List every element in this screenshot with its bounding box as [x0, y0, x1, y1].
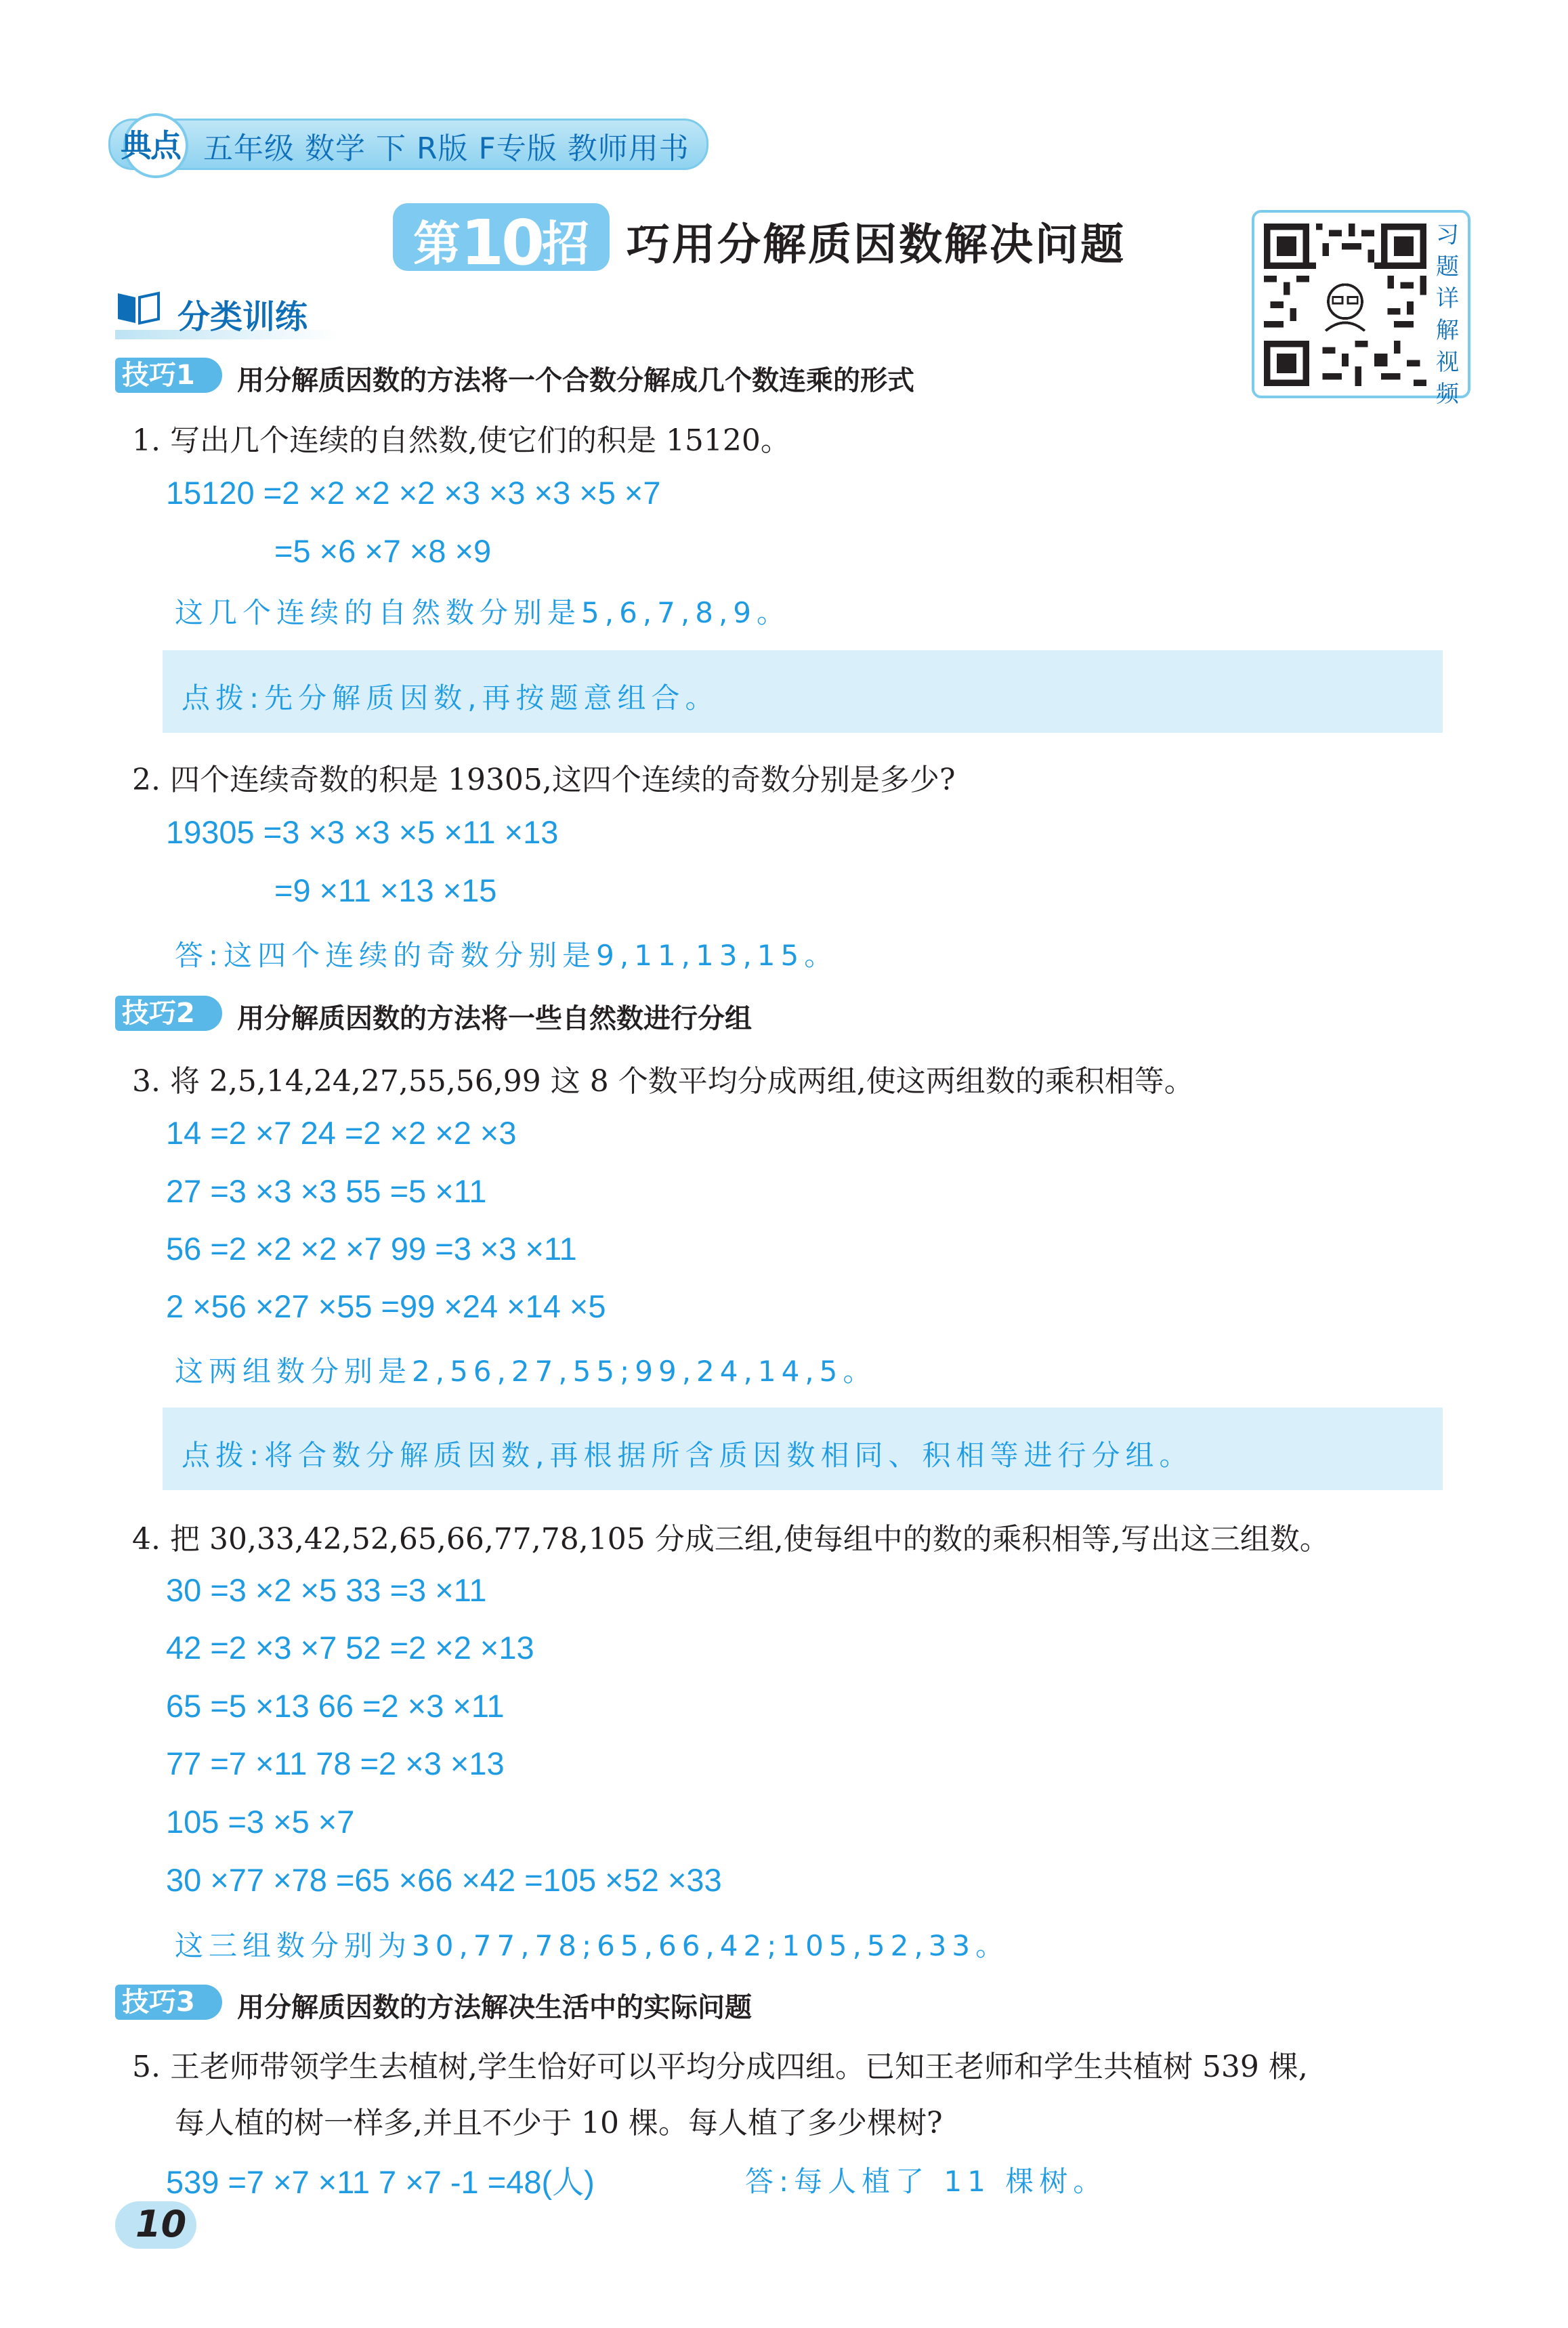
qr-label-char: 视 — [1436, 349, 1459, 376]
book-icon — [115, 288, 163, 326]
problem-5-answer-calc: 539 =7 ×7 ×11 7 ×7 -1 =48(人) — [166, 2164, 595, 2200]
qr-label-char: 详 — [1436, 285, 1459, 312]
problem-3-question: 3. 将 2,5,14,24,27,55,56,99 这 8 个数平均分成两组,使这两组数的乘积相等。 — [132, 1064, 1194, 1099]
brand-logo — [108, 112, 203, 179]
problem-2-question: 2. 四个连续奇数的积是 19305,这四个连续的奇数分别是多少? — [132, 763, 956, 797]
problem-5-question-line-2: 每人植的树一样多,并且不少于 10 棵。每人植了多少棵树? — [175, 2106, 943, 2140]
skill-tag-2: 技巧2 — [115, 996, 222, 1031]
problem-3-tip: 点拨:将合数分解质因数,再根据所含质因数相同、积相等进行分组。 — [182, 1439, 1193, 1472]
page-number-badge — [115, 2201, 196, 2249]
problem-3-line-1: 14 =2 ×7 24 =2 ×2 ×2 ×3 — [166, 1115, 517, 1151]
section-title: 分类训练 — [177, 298, 308, 336]
problem-1-line-1: 15120 =2 ×2 ×2 ×2 ×3 ×3 ×3 ×5 ×7 — [166, 475, 661, 511]
title-badge — [393, 203, 610, 279]
qr-label-char: 习 — [1436, 221, 1459, 249]
problem-1-tip: 点拨:先分解质因数,再按题意组合。 — [182, 681, 719, 715]
svg-text:点: 点 — [150, 127, 182, 164]
title-badge-prefix: 第 — [413, 216, 461, 272]
skill-tag-1: 技巧1 — [115, 358, 222, 393]
problem-2-line-2: =9 ×11 ×13 ×15 — [274, 872, 497, 908]
problem-2-line-1: 19305 =3 ×3 ×3 ×5 ×11 ×13 — [166, 814, 559, 850]
problem-1-tip-box — [163, 650, 1443, 733]
problem-4-line-5: 105 =3 ×5 ×7 — [166, 1804, 355, 1840]
qr-label-char: 解 — [1436, 317, 1459, 344]
page-title: 巧用分解质因数解决问题 — [627, 220, 1126, 270]
skill-text-2: 用分解质因数的方法将一些自然数进行分组 — [237, 1003, 752, 1034]
problem-3-tip-box — [163, 1408, 1443, 1490]
qr-label-char: 题 — [1436, 253, 1459, 280]
problem-3-line-4: 2 ×56 ×27 ×55 =99 ×24 ×14 ×5 — [166, 1288, 606, 1324]
qr-code-icon[interactable] — [1264, 224, 1426, 386]
problem-5-question-line-1: 5. 王老师带领学生去植树,学生恰好可以平均分成四组。已知王老师和学生共植树 539 棵, — [132, 2050, 1308, 2084]
problem-3-line-3: 56 =2 ×2 ×2 ×7 99 =3 ×3 ×11 — [166, 1231, 577, 1267]
header-series: 五年级 数学 下 R版 F专版 教师用书 — [203, 131, 690, 166]
skill-tag-3: 技巧3 — [115, 1985, 222, 2020]
skill-text-3: 用分解质因数的方法解决生活中的实际问题 — [237, 1992, 752, 2023]
title-badge-number: 10 — [461, 207, 543, 279]
problem-4-line-4: 77 =7 ×11 78 =2 ×3 ×13 — [166, 1745, 505, 1781]
problem-3-conclusion: 这两组数分别是2,56,27,55;99,24,14,5。 — [175, 1355, 877, 1388]
page-number: 10 — [135, 2203, 187, 2245]
svg-text:典: 典 — [121, 127, 152, 164]
problem-4-line-2: 42 =2 ×3 ×7 52 =2 ×2 ×13 — [166, 1630, 534, 1666]
qr-code-box[interactable] — [1252, 210, 1470, 408]
problem-4-conclusion: 这三组数分别为30,77,78;65,66,42;105,52,33。 — [175, 1929, 1010, 1962]
title-badge-suffix: 招 — [542, 216, 590, 272]
problem-2-conclusion: 答:这四个连续的奇数分别是9,11,13,15。 — [175, 939, 839, 972]
problem-4-line-3: 65 =5 ×13 66 =2 ×3 ×11 — [166, 1688, 505, 1724]
skill-text-1: 用分解质因数的方法将一个合数分解成几个数连乘的形式 — [237, 365, 914, 396]
problem-5-answer-text: 答:每人植了 11 棵树。 — [745, 2165, 1107, 2198]
qr-label-char: 频 — [1436, 381, 1459, 408]
problem-4-line-1: 30 =3 ×2 ×5 33 =3 ×11 — [166, 1572, 487, 1608]
problem-1-question: 1. 写出几个连续的自然数,使它们的积是 15120。 — [132, 423, 790, 458]
problem-1-conclusion: 这几个连续的自然数分别是5,6,7,8,9。 — [175, 596, 791, 629]
problem-1-line-2: =5 ×6 ×7 ×8 ×9 — [274, 533, 492, 569]
problem-3-line-2: 27 =3 ×3 ×3 55 =5 ×11 — [166, 1173, 487, 1209]
problem-4-line-6: 30 ×77 ×78 =65 ×66 ×42 =105 ×52 ×33 — [166, 1862, 722, 1898]
problem-4-question: 4. 把 30,33,42,52,65,66,77,78,105 分成三组,使每组中的数的乘积相等,写出这三组数。 — [132, 1522, 1330, 1557]
qr-side-label — [1433, 219, 1462, 410]
